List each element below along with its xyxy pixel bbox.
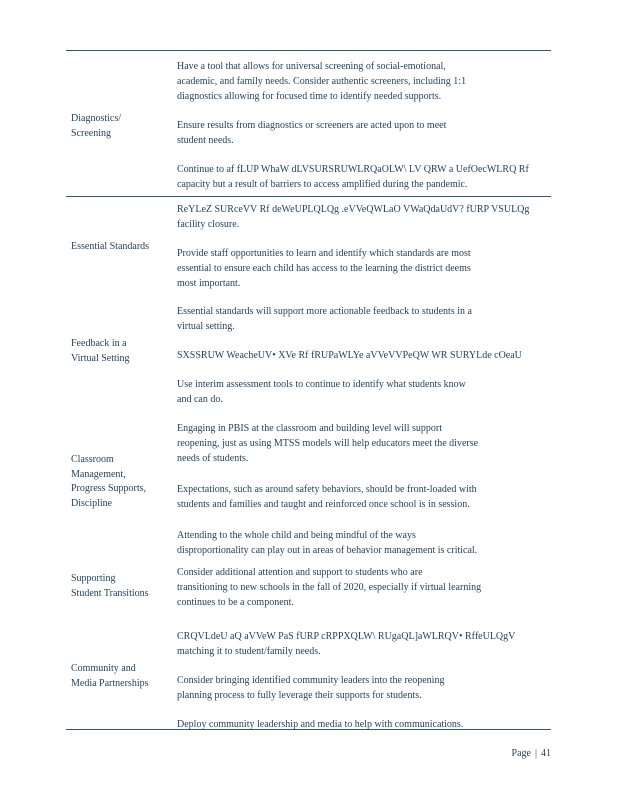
section-label [71,337,166,366]
section-label-line: Feedback in a [71,338,127,349]
section-label [71,572,166,601]
section-label [71,453,166,511]
section-community-media [66,617,551,729]
guidance-item: Use interim assessment tools to continue to identify what students know and can do. [177,379,466,405]
guidance-item: Consider bringing identified community leaders into the reopening planning process to fully leverage their supports for students. [177,675,445,701]
guidance-item: SXSSRUW WeacheUV• XVe Rf fRUPaWLYe aVVeVVPeQW WR SURYLde cOeaU [177,350,522,361]
section-label-line: Discipline [71,497,113,509]
section-label-line: Supporting [71,573,116,584]
section-label-line: Management, [71,468,126,480]
section-label-line: Screening [71,127,111,139]
section-student-transitions [66,557,551,617]
section-label-line: Media Partnerships [71,677,149,689]
guidance-item: Engaging in PBIS at the classroom and building level will support reopening, just as using MTSS models will help educators meet the diverse needs of students. [177,423,479,464]
page-separator: | [534,748,537,759]
page-footer [512,748,551,759]
guidance-item: ReYLeZ SURceVV Rf deWeUPLQLQg .eVVeQWLaO VWaQdaUdV? fURP VSULQg facility closure. [177,204,530,230]
guidance-item: Expectations, such as around safety behaviors, should be front-loaded with students and families and taught and reinforced once school is in session. [177,484,477,510]
guidance-item: CRQVLdeU aQ aVVeW PaS fURP cRPPXQLW\ RUgaQL]aWLRQV• RffeULQgV matching it to student/family needs. [177,631,516,657]
section-classroom-management [66,413,551,557]
section-label-line: Community and [71,663,136,674]
page-number: 41 [541,748,551,759]
section-essential-standards [66,197,551,294]
section-label [71,240,166,255]
guidance-item: Provide staff opportunities to learn and identify which standards are most essential to ensure each child has access to the learning the district deems most important. [177,248,471,289]
guidance-item: Deploy community leadership and media to help with communications. [177,719,464,730]
guidance-item: Consider additional attention and support to students who are transitioning to new schools in the fall of 2020, especially if virtual learning continues to be a component. [177,567,482,608]
section-label-line: Diagnostics/ [71,113,121,124]
guidance-item: Attending to the whole child and being mindful of the ways disproportionality can play out in areas of behavior management is critical. [177,530,478,556]
guidance-table [66,50,551,730]
section-feedback-virtual [66,294,551,413]
guidance-item: Continue to af fLUP WhaW dLVSURSRUWLRQaOLW\ LV QRW a UefOecWLRQ Rf capacity but a result of barriers to access amplified during the pandemic. [177,164,529,190]
section-label [71,662,166,691]
section-label-line: Classroom [71,454,114,465]
section-diagnostics-screening [66,51,551,196]
page-label: Page [511,748,531,759]
section-label [71,112,166,141]
guidance-item: Have a tool that allows for universal screening of social-emotional, academic, and family needs. Consider authentic screeners, including 1:1 diagnostics allowing for focused time to identify needed supports. [177,61,467,102]
guidance-item: Ensure results from diagnostics or screeners are acted upon to meet student needs. [177,120,447,146]
guidance-item: Essential standards will support more actionable feedback to students in a virtual setting. [177,306,472,332]
section-label-line: Essential Standards [71,241,150,252]
section-label-line: Virtual Setting [71,352,130,364]
section-label-line: Progress Supports, [71,483,147,494]
section-label-line: Student Transitions [71,587,149,599]
